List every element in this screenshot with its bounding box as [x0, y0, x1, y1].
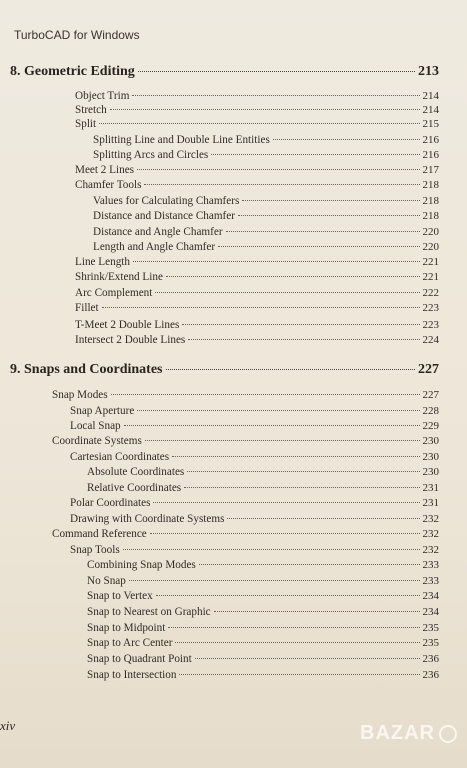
leader-dots [211, 154, 419, 155]
page-number: xiv [0, 718, 16, 733]
toc-entry-page: 217 [422, 164, 439, 176]
leader-dots [137, 169, 419, 170]
toc-entry-label: Cartesian Coordinates [70, 451, 170, 463]
leader-dots [124, 425, 420, 426]
leader-dots [155, 292, 419, 293]
leader-dots [273, 139, 420, 140]
toc-entry-label: Splitting Line and Double Line Entities [93, 134, 270, 146]
toc-entry-label: Combining Snap Modes [87, 559, 196, 571]
leader-dots [110, 109, 420, 110]
toc-entry-page: 227 [422, 389, 439, 401]
toc-entry [87, 574, 439, 588]
chapter-title: Snaps and Coordinates [24, 362, 163, 377]
toc-entry [70, 404, 439, 418]
toc-entry-page: 220 [422, 241, 439, 253]
toc-entry [52, 388, 439, 402]
chapter-heading-8 [10, 64, 439, 80]
toc-entry-label: Chamfer Tools [75, 179, 142, 191]
toc-entry-label: Absolute Coordinates [87, 466, 185, 478]
toc-entry-label: Distance and Distance Chamfer [93, 210, 235, 222]
toc-entry-page: 221 [422, 271, 439, 283]
leader-dots [218, 246, 419, 247]
toc-entry-label: No Snap [87, 575, 126, 587]
toc-entry [75, 270, 439, 284]
toc-entry-label: Coordinate Systems [52, 435, 142, 447]
leader-dots [172, 456, 419, 457]
toc-entry-label: Snap Modes [52, 389, 108, 401]
watermark-logo-icon [439, 725, 457, 743]
toc-entry [87, 652, 439, 666]
leader-dots [187, 471, 419, 472]
leader-dots [214, 611, 420, 612]
toc-entry [87, 558, 439, 572]
toc-entry [75, 318, 439, 332]
toc-entry-label: Snap to Arc Center [87, 637, 173, 649]
toc-entry [93, 148, 439, 162]
toc-entry-page: 228 [422, 405, 439, 417]
toc-entry-label: Snap Aperture [70, 405, 135, 417]
leader-dots [99, 123, 419, 124]
toc-entry-page: 230 [422, 451, 439, 463]
toc-entry [87, 605, 439, 619]
toc-entry-page: 232 [422, 528, 439, 540]
toc-entry-page: 232 [422, 544, 439, 556]
toc-entry [87, 481, 439, 495]
toc-entry-page: 216 [422, 134, 439, 146]
chapter-heading-9 [10, 362, 439, 378]
toc-entry [52, 527, 439, 541]
toc-entry-label: Meet 2 Lines [75, 164, 135, 176]
toc-entry [70, 419, 439, 433]
leader-dots [111, 394, 420, 395]
toc-entry [52, 434, 439, 448]
toc-entry-page: 221 [422, 256, 439, 268]
toc-entry-label: Snap to Quadrant Point [87, 653, 192, 665]
toc-entry-page: 234 [422, 590, 439, 602]
toc-entry-label: Stretch [75, 104, 107, 116]
chapter-page: 213 [418, 64, 439, 79]
toc-entry-label: Splitting Arcs and Circles [93, 149, 209, 161]
toc-entry-page: 215 [422, 118, 439, 130]
leader-dots [150, 533, 420, 534]
toc-entry [70, 543, 439, 557]
toc-entry-page: 236 [422, 669, 439, 681]
toc-entry [87, 636, 439, 650]
toc-entry-label: Snap to Midpoint [87, 622, 166, 634]
toc-entry [87, 465, 439, 479]
toc-entry-label: Line Length [75, 256, 130, 268]
toc-entry [93, 194, 439, 208]
leader-dots [238, 215, 420, 216]
toc-entry-label: Polar Coordinates [70, 497, 151, 509]
toc-entry-page: 214 [422, 90, 439, 102]
watermark-text: BAZAR [360, 722, 435, 744]
toc-entry [70, 512, 439, 526]
toc-entry [75, 103, 439, 117]
leader-dots [188, 339, 419, 340]
leader-dots [145, 440, 420, 441]
toc-entry [93, 225, 439, 239]
watermark [360, 722, 457, 745]
toc-entry-page: 235 [422, 622, 439, 634]
chapter-page: 227 [418, 362, 439, 377]
leader-dots [182, 324, 419, 325]
toc-entry-page: 214 [422, 104, 439, 116]
leader-dots [166, 276, 420, 277]
toc-entry-page: 233 [422, 575, 439, 587]
leader-dots [179, 674, 419, 675]
toc-entry-page: 218 [422, 195, 439, 207]
toc-entry-page: 234 [422, 606, 439, 618]
leader-dots [129, 580, 420, 581]
leader-dots [123, 549, 420, 550]
leader-dots [166, 369, 416, 370]
toc-entry-page: 224 [422, 334, 439, 346]
leader-dots [199, 564, 420, 565]
toc-entry [93, 133, 439, 147]
toc-entry-label: Snap Tools [70, 544, 120, 556]
toc-entry-page: 223 [422, 319, 439, 331]
toc-entry [75, 89, 439, 103]
toc-entry-label: Arc Complement [75, 287, 153, 299]
toc-entry-label: Distance and Angle Chamfer [93, 226, 223, 238]
chapter-title: Geometric Editing [24, 64, 135, 79]
toc-entry-page: 230 [422, 466, 439, 478]
running-head: TurboCAD for Windows [14, 28, 140, 42]
leader-dots [132, 95, 419, 96]
toc-entry-page: 235 [422, 637, 439, 649]
chapter-number: 8. [10, 64, 21, 79]
toc-entry [70, 450, 439, 464]
chapter-number: 9. [10, 362, 21, 377]
toc-entry-page: 232 [422, 513, 439, 525]
toc-entry-label: T-Meet 2 Double Lines [75, 319, 180, 331]
toc-entry-label: Snap to Intersection [87, 669, 177, 681]
toc-entry-page: 218 [422, 179, 439, 191]
toc-entry-label: Split [75, 118, 97, 130]
leader-dots [102, 307, 420, 308]
leader-dots [175, 642, 419, 643]
toc-entry [75, 301, 439, 315]
leader-dots [133, 261, 420, 262]
toc-entry-label: Relative Coordinates [87, 482, 182, 494]
leader-dots [168, 627, 419, 628]
toc-entry [93, 240, 439, 254]
toc-entry-label: Drawing with Coordinate Systems [70, 513, 225, 525]
toc-entry [87, 589, 439, 603]
toc-entry [87, 668, 439, 682]
leader-dots [138, 71, 415, 72]
toc-entry-page: 236 [422, 653, 439, 665]
leader-dots [184, 487, 419, 488]
toc-entry-label: Snap to Vertex [87, 590, 153, 602]
toc-entry-page: 233 [422, 559, 439, 571]
toc-entry-label: Object Trim [75, 90, 130, 102]
toc-entry-label: Fillet [75, 302, 99, 314]
leader-dots [137, 410, 419, 411]
toc-entry-page: 222 [422, 287, 439, 299]
leader-dots [226, 231, 420, 232]
leader-dots [144, 184, 419, 185]
leader-dots [227, 518, 419, 519]
leader-dots [195, 658, 420, 659]
toc-entry-page: 218 [422, 210, 439, 222]
toc-entry-page: 216 [422, 149, 439, 161]
toc-entry-page: 223 [422, 302, 439, 314]
toc-entry-page: 220 [422, 226, 439, 238]
toc-entry [93, 209, 439, 223]
toc-entry-page: 229 [422, 420, 439, 432]
toc-entry-label: Shrink/Extend Line [75, 271, 163, 283]
toc-entry-page: 231 [422, 497, 439, 509]
leader-dots [153, 502, 419, 503]
toc-entry-label: Length and Angle Chamfer [93, 241, 216, 253]
toc-entry [75, 286, 439, 300]
toc-entry-label: Intersect 2 Double Lines [75, 334, 186, 346]
toc-entry [75, 255, 439, 269]
toc-entry [75, 117, 439, 131]
toc-entry [75, 333, 439, 347]
toc-entry [75, 178, 439, 192]
toc-entry-label: Local Snap [70, 420, 121, 432]
toc-entry [70, 496, 439, 510]
toc-entry-label: Command Reference [52, 528, 147, 540]
toc-entry-page: 230 [422, 435, 439, 447]
toc-entry [75, 163, 439, 177]
leader-dots [156, 595, 420, 596]
toc-entry-label: Values for Calculating Chamfers [93, 195, 240, 207]
leader-dots [242, 200, 419, 201]
toc-entry-label: Snap to Nearest on Graphic [87, 606, 211, 618]
toc-entry-page: 231 [422, 482, 439, 494]
toc-entry [87, 621, 439, 635]
